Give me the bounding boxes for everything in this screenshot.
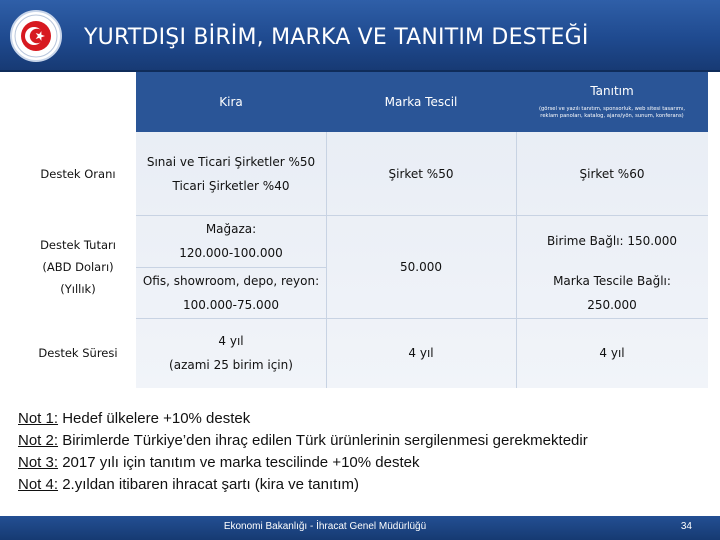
col-header-marka [326,72,516,132]
cell-text: Mağaza: [205,222,257,236]
cell-text: 120.000-100.000 [179,246,283,260]
note-item [18,430,718,452]
col-label-marka: Marka Tescil [384,95,458,109]
cell-oran-marka [326,132,516,215]
cell-text: Birime Bağlı: 150.000 [546,234,678,248]
cell-text: Ofis, showroom, depo, reyon: [142,273,320,288]
support-table [20,72,692,388]
col-sublabel-tanitim: (görsel ve yazılı tanıtım, sponsorluk, web sitesi tasarımı, reklam panoları, katalog, ajans/yön, sunum, konferans) [538,106,686,119]
note-item [18,408,718,430]
note-label: Not 3: [18,454,59,471]
note-item [18,474,718,496]
slide-header [0,0,720,72]
cell-sure-kira [136,318,326,388]
cell-text: 100.000-75.000 [183,297,279,312]
notes-list [18,408,718,496]
row-label-destek-suresi [20,318,136,388]
note-text: 2.yıldan itibaren ihracat şartı (kira ve tanıtım) [58,476,359,493]
cell-tutar-tanitim-marka [516,267,708,318]
cell-sure-tanitim [516,318,708,388]
cell-text: Ticari Şirketler %40 [172,178,290,193]
col-header-tanitim [516,72,708,132]
row-label-text: Destek Tutarı [40,237,116,252]
note-label: Not 1: [18,410,59,427]
cell-text: Şirket %50 [388,166,454,181]
slide-footer [0,516,720,540]
cell-tutar-marka [326,215,516,318]
row-label-destek-orani [20,132,136,215]
row-label-destek-tutari [20,215,136,318]
cell-tutar-tanitim-birim [516,215,708,267]
note-text: 2017 yılı için tanıtım ve marka tescilinde +10% destek [58,454,420,471]
note-text: Hedef ülkelere +10% destek [58,410,251,427]
note-item [18,452,718,474]
col-header-kira [136,72,326,132]
col-label-tanitim: Tanıtım [590,84,634,98]
cell-text: Marka Tescile Bağlı: [553,273,671,288]
cell-oran-tanitim [516,132,708,215]
cell-tutar-kira-ofis [136,267,326,318]
page-number: 34 [680,521,692,532]
cell-tutar-kira-magaza [136,215,326,267]
cell-sure-marka [326,318,516,388]
cell-oran-kira [136,132,326,215]
col-label-kira: Kira [219,95,243,109]
cell-text: 4 yıl [599,346,625,360]
cell-text: Şirket %60 [579,166,645,181]
cell-text: (azami 25 birim için) [169,358,293,372]
slide-title: YURTDIŞI BİRİM, MARKA VE TANITIM DESTEĞİ [84,25,589,50]
note-label: Not 4: [18,476,59,493]
ministry-logo [10,10,62,62]
row-label-text: Destek Süresi [38,346,118,360]
note-text: Birimlerde Türkiye’den ihraç edilen Türk ürünlerinin sergilenmesi gerekmektedir [58,432,588,449]
cell-text: 250.000 [587,297,637,312]
cell-text: Sınai ve Ticari Şirketler %50 [146,154,316,169]
cell-text: 4 yıl [408,346,434,360]
row-label-text: (Yıllık) [60,281,96,296]
row-label-text: Destek Oranı [40,166,116,181]
cell-text: 50.000 [400,259,442,274]
table-header-row [136,72,708,132]
footer-text: Ekonomi Bakanlığı - İhracat Genel Müdürlüğü [223,521,427,532]
row-label-text: (ABD Doları) [42,259,114,274]
cell-text: 4 yıl [218,334,244,348]
note-label: Not 2: [18,432,59,449]
